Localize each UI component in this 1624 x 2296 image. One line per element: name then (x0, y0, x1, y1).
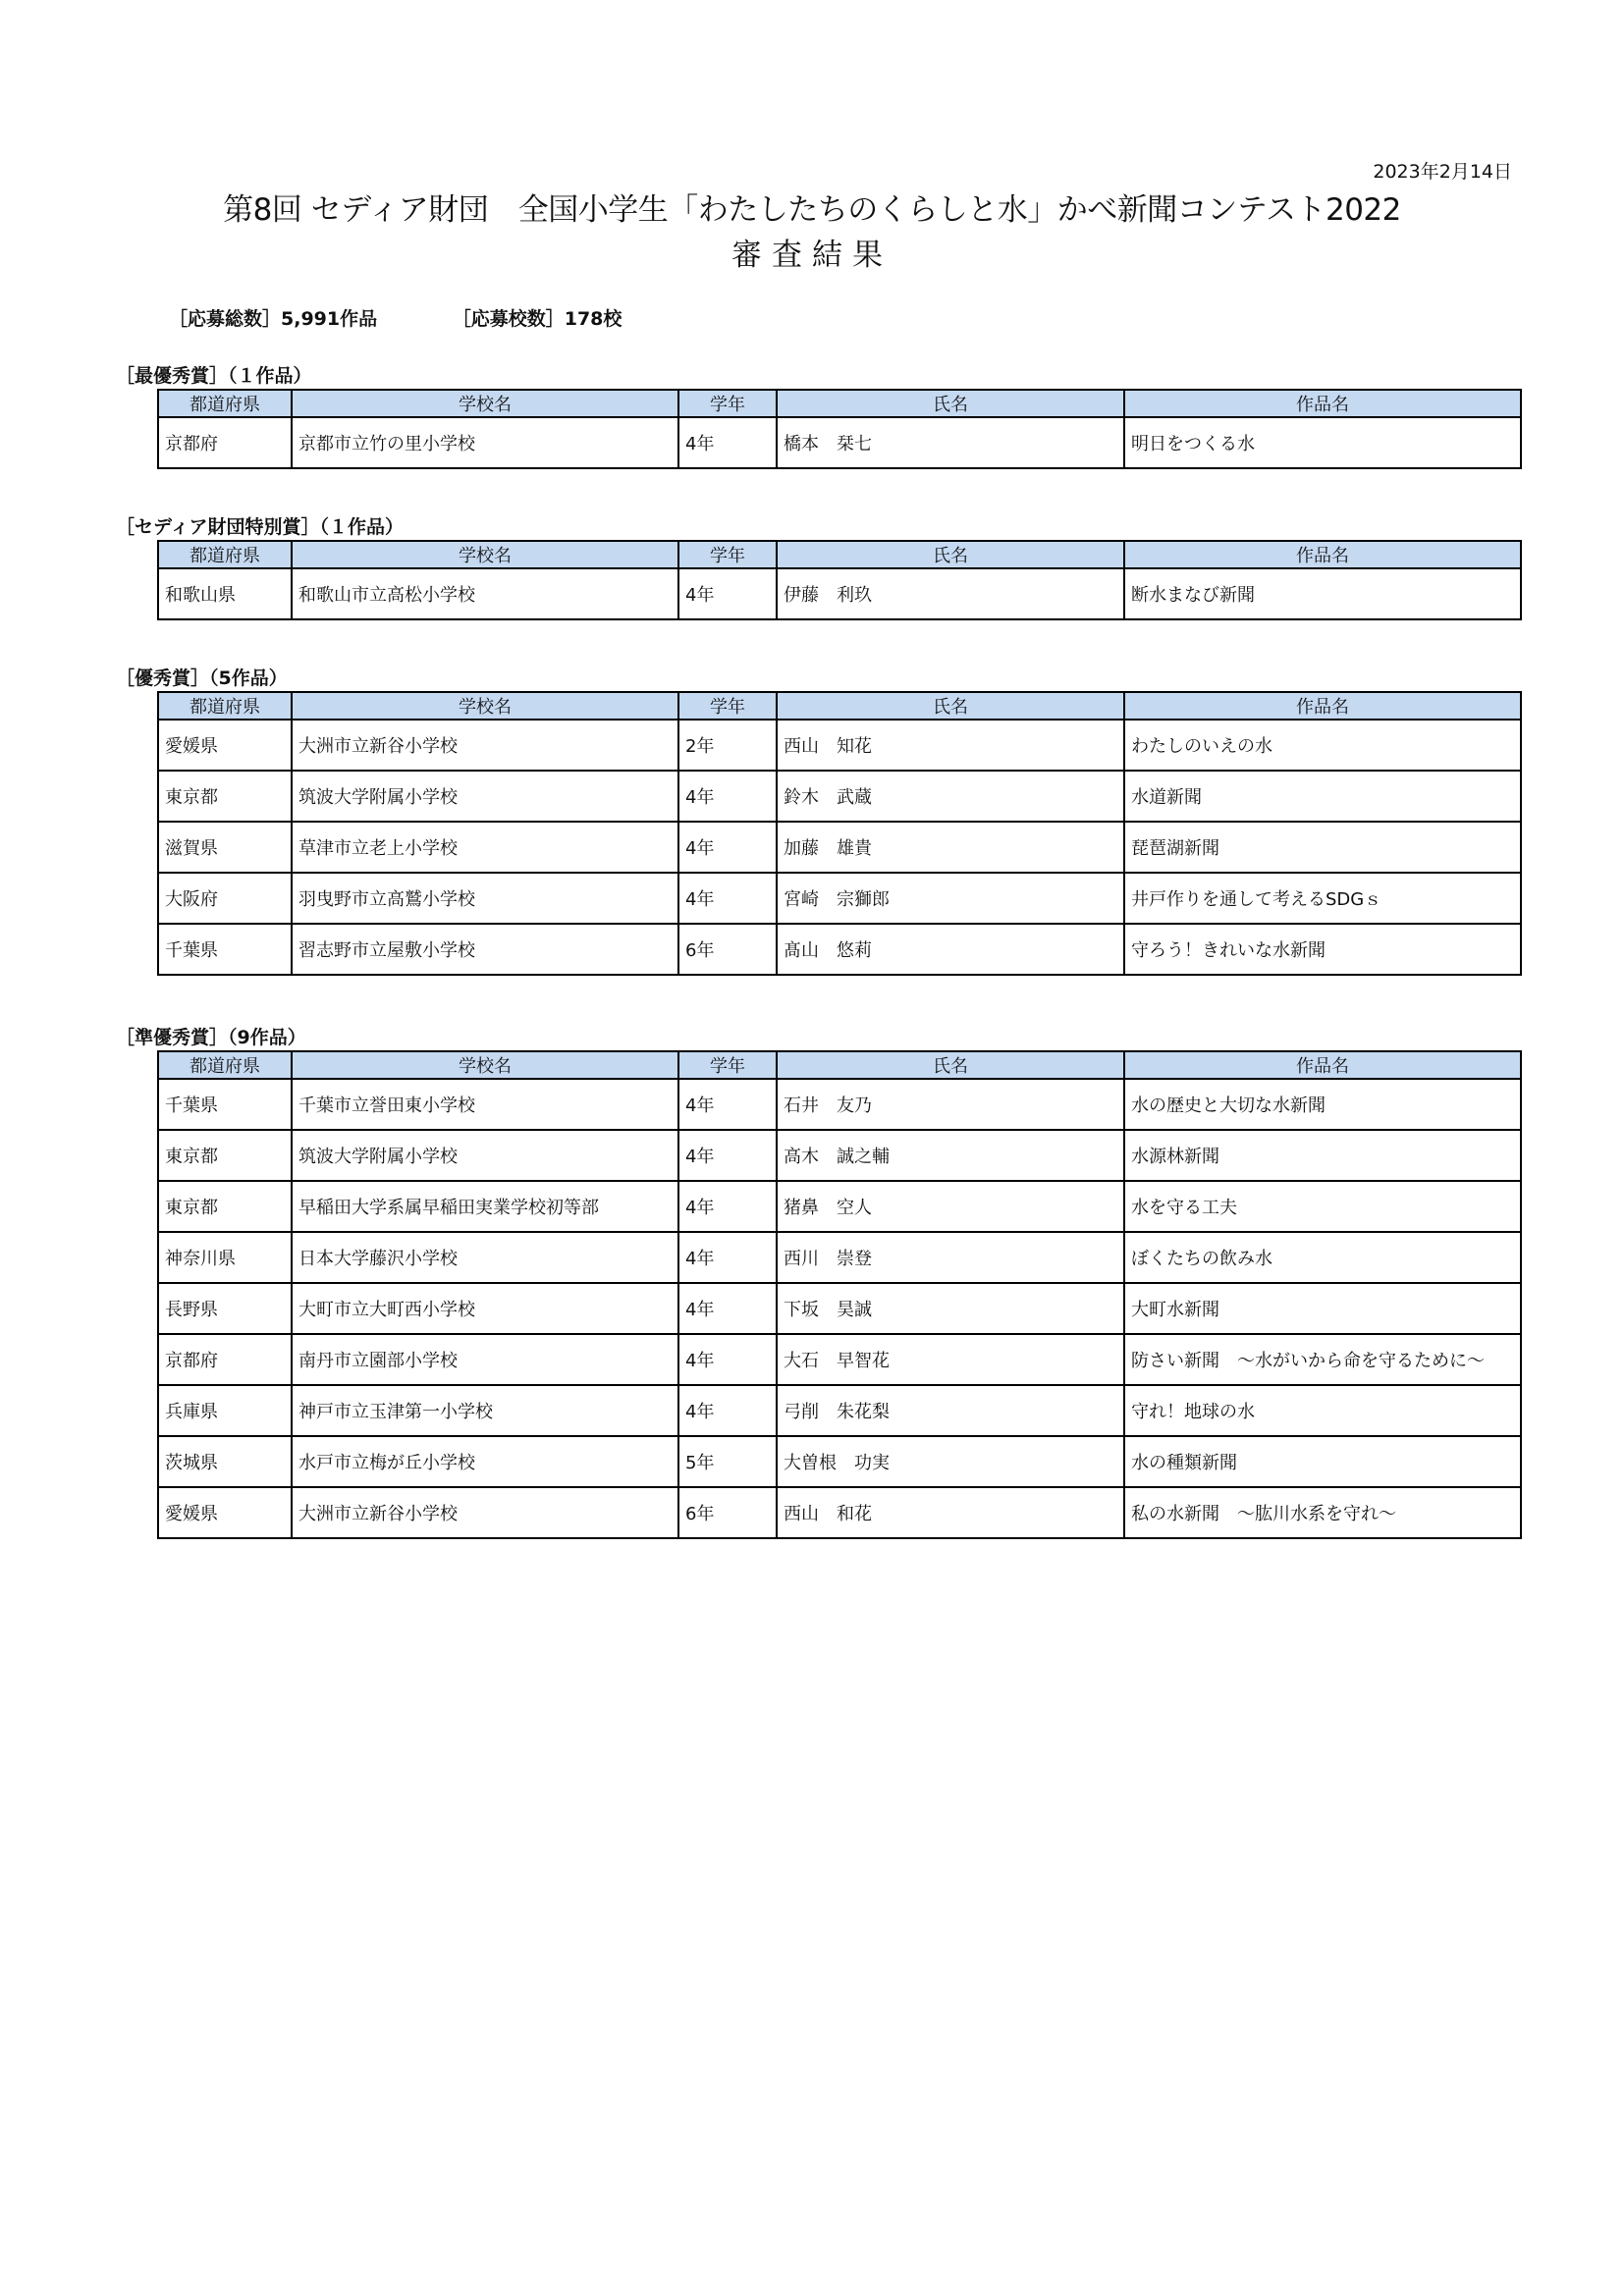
cell-school: 大洲市立新谷小学校 (292, 1487, 678, 1538)
cell-school: 羽曳野市立高鷲小学校 (292, 873, 678, 924)
cell-work-title: 大町水新聞 (1124, 1283, 1521, 1334)
cell-grade: 4年 (678, 1283, 777, 1334)
column-header-name: 氏名 (777, 541, 1124, 568)
cell-school: 和歌山市立高松小学校 (292, 568, 678, 619)
table-row (158, 1436, 1521, 1487)
table-row (158, 1181, 1521, 1232)
award-table (157, 389, 1522, 469)
cell-name: 西川 崇登 (777, 1232, 1124, 1283)
column-header-school: 学校名 (292, 1051, 678, 1079)
cell-grade: 4年 (678, 1130, 777, 1181)
cell-prefecture: 神奈川県 (158, 1232, 292, 1283)
award-section (116, 666, 1522, 976)
column-header-grade: 学年 (678, 390, 777, 417)
award-section (116, 514, 1522, 620)
cell-name: 大曽根 功実 (777, 1436, 1124, 1487)
cell-prefecture: 東京都 (158, 771, 292, 822)
cell-grade: 4年 (678, 1079, 777, 1130)
cell-prefecture: 兵庫県 (158, 1385, 292, 1436)
cell-grade: 4年 (678, 1181, 777, 1232)
table-row (158, 1487, 1521, 1538)
total-entries: ［応募総数］5,991作品 (169, 308, 378, 330)
cell-grade: 4年 (678, 1385, 777, 1436)
cell-work-title: 防さい新聞 ～水がいから命を守るために～ (1124, 1334, 1521, 1385)
cell-work-title: 井戸作りを通して考えるSDGｓ (1124, 873, 1521, 924)
cell-school: 日本大学藤沢小学校 (292, 1232, 678, 1283)
cell-prefecture: 京都府 (158, 417, 292, 468)
cell-name: 髙山 悠莉 (777, 924, 1124, 975)
cell-prefecture: 長野県 (158, 1283, 292, 1334)
cell-prefecture: 千葉県 (158, 924, 292, 975)
award-section (116, 363, 1522, 469)
cell-work-title: 明日をつくる水 (1124, 417, 1521, 468)
table-row (158, 1130, 1521, 1181)
cell-work-title: ぼくたちの飲み水 (1124, 1232, 1521, 1283)
table-row (158, 417, 1521, 468)
column-header-school: 学校名 (292, 390, 678, 417)
section-title: ［セディア財団特別賞］（１作品） (116, 516, 404, 538)
cell-prefecture: 愛媛県 (158, 1487, 292, 1538)
document-date: 2023年2月14日 (1373, 161, 1512, 183)
cell-name: 弓削 朱花梨 (777, 1385, 1124, 1436)
section-title: ［最優秀賞］（１作品） (116, 365, 312, 387)
column-header-school: 学校名 (292, 692, 678, 720)
cell-prefecture: 京都府 (158, 1334, 292, 1385)
cell-school: 大町市立大町西小学校 (292, 1283, 678, 1334)
cell-work-title: 水の歴史と大切な水新聞 (1124, 1079, 1521, 1130)
column-header-name: 氏名 (777, 692, 1124, 720)
document-title: 第8回 セディア財団 全国小学生「わたしたちのくらしと水」かべ新聞コンテスト2022 (223, 192, 1401, 228)
table-row (158, 1283, 1521, 1334)
table-row (158, 1334, 1521, 1385)
cell-grade: 4年 (678, 822, 777, 873)
column-header-prefecture: 都道府県 (158, 541, 292, 568)
cell-name: 下坂 昊誠 (777, 1283, 1124, 1334)
cell-grade: 4年 (678, 568, 777, 619)
cell-school: 千葉市立誉田東小学校 (292, 1079, 678, 1130)
column-header-grade: 学年 (678, 692, 777, 720)
cell-grade: 4年 (678, 1232, 777, 1283)
table-header-row (158, 541, 1521, 568)
cell-name: 石井 友乃 (777, 1079, 1124, 1130)
table-header-row (158, 390, 1521, 417)
entry-stats (169, 304, 690, 331)
cell-work-title: 私の水新聞 ～肱川水系を守れ～ (1124, 1487, 1521, 1538)
cell-work-title: 琵琶湖新聞 (1124, 822, 1521, 873)
table-row (158, 924, 1521, 975)
cell-grade: 6年 (678, 924, 777, 975)
cell-name: 猪鼻 空人 (777, 1181, 1124, 1232)
table-row (158, 1385, 1521, 1436)
column-header-work-title: 作品名 (1124, 1051, 1521, 1079)
cell-prefecture: 和歌山県 (158, 568, 292, 619)
cell-name: 西山 和花 (777, 1487, 1124, 1538)
table-row (158, 771, 1521, 822)
section-title: ［優秀賞］（5作品） (116, 667, 288, 689)
column-header-prefecture: 都道府県 (158, 1051, 292, 1079)
cell-grade: 6年 (678, 1487, 777, 1538)
cell-prefecture: 愛媛県 (158, 720, 292, 771)
cell-name: 鈴木 武蔵 (777, 771, 1124, 822)
cell-work-title: 水源林新聞 (1124, 1130, 1521, 1181)
cell-school: 南丹市立園部小学校 (292, 1334, 678, 1385)
cell-prefecture: 東京都 (158, 1130, 292, 1181)
section-title: ［準優秀賞］（9作品） (116, 1027, 306, 1048)
table-row (158, 1079, 1521, 1130)
table-row (158, 1232, 1521, 1283)
cell-work-title: 守れ！地球の水 (1124, 1385, 1521, 1436)
award-section (116, 1025, 1522, 1539)
cell-prefecture: 千葉県 (158, 1079, 292, 1130)
cell-prefecture: 茨城県 (158, 1436, 292, 1487)
cell-prefecture: 大阪府 (158, 873, 292, 924)
column-header-work-title: 作品名 (1124, 390, 1521, 417)
cell-grade: 5年 (678, 1436, 777, 1487)
total-schools: ［応募校数］178校 (452, 308, 623, 330)
column-header-prefecture: 都道府県 (158, 692, 292, 720)
cell-work-title: 水道新聞 (1124, 771, 1521, 822)
table-row (158, 720, 1521, 771)
cell-work-title: 守ろう！きれいな水新聞 (1124, 924, 1521, 975)
cell-prefecture: 滋賀県 (158, 822, 292, 873)
column-header-school: 学校名 (292, 541, 678, 568)
cell-name: 宮崎 宗獅郎 (777, 873, 1124, 924)
cell-work-title: 水の種類新聞 (1124, 1436, 1521, 1487)
column-header-prefecture: 都道府県 (158, 390, 292, 417)
cell-work-title: 断水まなび新聞 (1124, 568, 1521, 619)
cell-name: 加藤 雄貴 (777, 822, 1124, 873)
cell-school: 京都市立竹の里小学校 (292, 417, 678, 468)
cell-grade: 4年 (678, 417, 777, 468)
award-table (157, 1050, 1522, 1539)
column-header-grade: 学年 (678, 541, 777, 568)
table-header-row (158, 692, 1521, 720)
table-row (158, 568, 1521, 619)
award-table (157, 691, 1522, 976)
column-header-name: 氏名 (777, 1051, 1124, 1079)
cell-work-title: 水を守る工夫 (1124, 1181, 1521, 1232)
cell-name: 橋本 栞七 (777, 417, 1124, 468)
award-table (157, 540, 1522, 620)
cell-name: 高木 誠之輔 (777, 1130, 1124, 1181)
column-header-grade: 学年 (678, 1051, 777, 1079)
column-header-work-title: 作品名 (1124, 692, 1521, 720)
cell-school: 草津市立老上小学校 (292, 822, 678, 873)
cell-grade: 4年 (678, 1334, 777, 1385)
cell-grade: 2年 (678, 720, 777, 771)
cell-name: 伊藤 利玖 (777, 568, 1124, 619)
document-subtitle: 審査結果 (731, 238, 893, 273)
table-row (158, 873, 1521, 924)
cell-school: 水戸市立梅が丘小学校 (292, 1436, 678, 1487)
column-header-name: 氏名 (777, 390, 1124, 417)
cell-grade: 4年 (678, 771, 777, 822)
table-header-row (158, 1051, 1521, 1079)
table-row (158, 822, 1521, 873)
cell-school: 筑波大学附属小学校 (292, 771, 678, 822)
cell-name: 西山 知花 (777, 720, 1124, 771)
cell-work-title: わたしのいえの水 (1124, 720, 1521, 771)
cell-school: 早稲田大学系属早稲田実業学校初等部 (292, 1181, 678, 1232)
cell-school: 習志野市立屋敷小学校 (292, 924, 678, 975)
cell-name: 大石 早智花 (777, 1334, 1124, 1385)
cell-school: 神戸市立玉津第一小学校 (292, 1385, 678, 1436)
cell-school: 大洲市立新谷小学校 (292, 720, 678, 771)
cell-school: 筑波大学附属小学校 (292, 1130, 678, 1181)
column-header-work-title: 作品名 (1124, 541, 1521, 568)
cell-prefecture: 東京都 (158, 1181, 292, 1232)
cell-grade: 4年 (678, 873, 777, 924)
